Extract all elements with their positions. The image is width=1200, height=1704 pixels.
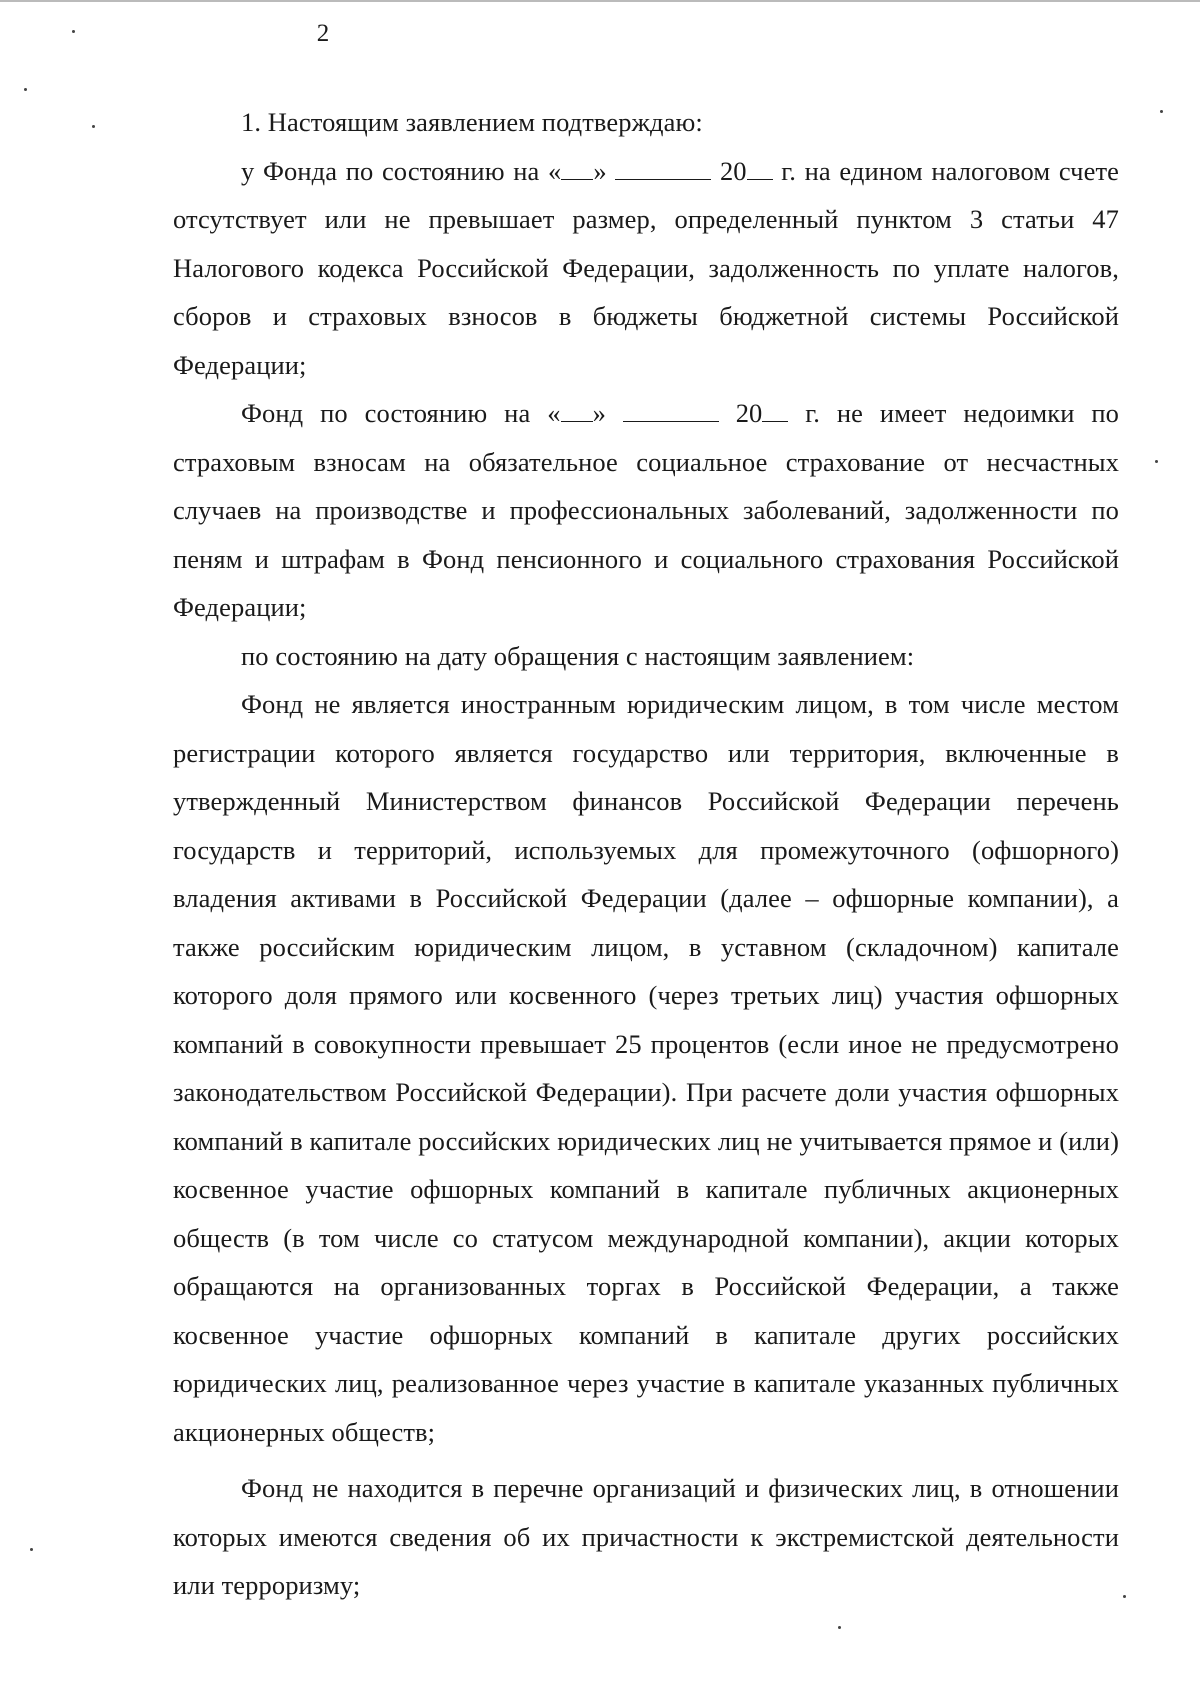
paragraph-tax-debt: у Фонда по состоянию на « » 20 г. на едином налоговом счете отсутствует или не превышает размер, определенный пунктом 3 статьи 47 Налогового кодекса Российской Федерации, задолженность по уплате налогов, сборов и страховых взносов в бюджеты бюджетной системы Российской Федерации; xyxy=(173,155,1119,380)
document-body xyxy=(173,98,1119,1610)
date-year-blank xyxy=(762,401,788,422)
paragraph-intro: 1. Настоящим заявлением подтверждаю: xyxy=(241,107,703,137)
paragraph-extremism: Фонд не находится в перечне организаций и физических лиц, в отношении которых имеются сведения об их причастности к экстремистской деятельности или терроризму; xyxy=(173,1473,1119,1600)
date-month-blank xyxy=(623,401,719,422)
paragraph-offshore: Фонд не является иностранным юридическим лицом, в том числе местом регистрации которого является государство или территория, включенные в утвержденный Министерством финансов Российской Федерации перечень государств и территорий, используемых для промежуточного (офшорного) владения активами в Российской Федерации (далее – офшорные компании), а также российским юридическим лицом, в уставном (складочном) капитале которого доля прямого или косвенного (через третьих лиц) участия офшорных компаний в совокупности превышает 25 процентов (если иное не предусмотрено законодательством Российской Федерации). При расчете доли участия офшорных компаний в капитале российских юридических лиц не учитывается прямое и (или) косвенное участие офшорных компаний в капитале публичных акционерных обществ (в том числе со статусом международной компании), акции которых обращаются на организованных торгах в Российской Федерации, а также косвенное участие офшорных компаний в капитале других российских юридических лиц, реализованное через участие в капитале указанных публичных акционерных обществ; xyxy=(173,689,1119,1447)
scan-speck xyxy=(92,125,95,128)
scan-speck xyxy=(24,88,27,91)
scan-speck xyxy=(1160,110,1163,113)
scan-speck xyxy=(30,1548,33,1551)
scan-speck xyxy=(1155,460,1158,463)
date-day-blank xyxy=(561,159,593,180)
date-year-blank xyxy=(747,159,773,180)
date-day-blank xyxy=(561,401,593,422)
scan-speck xyxy=(838,1626,841,1629)
paragraph-application-date: по состоянию на дату обращения с настоящим заявлением: xyxy=(241,640,915,671)
paragraph-insurance-arrears: Фонд по состоянию на « » 20 г. не имеет недоимки по страховым взносам на обязательное социальное страхование от несчастных случаев на производстве и профессиональных заболеваний, задолженности по пеням и штрафам в Фонд пенсионного и социального страхования Российской Федерации; xyxy=(173,398,1119,622)
scan-speck xyxy=(72,30,75,33)
scan-speck xyxy=(1123,1595,1126,1598)
date-month-blank xyxy=(615,159,711,180)
page-number: 2 xyxy=(316,20,330,47)
scan-edge xyxy=(0,0,1200,2)
